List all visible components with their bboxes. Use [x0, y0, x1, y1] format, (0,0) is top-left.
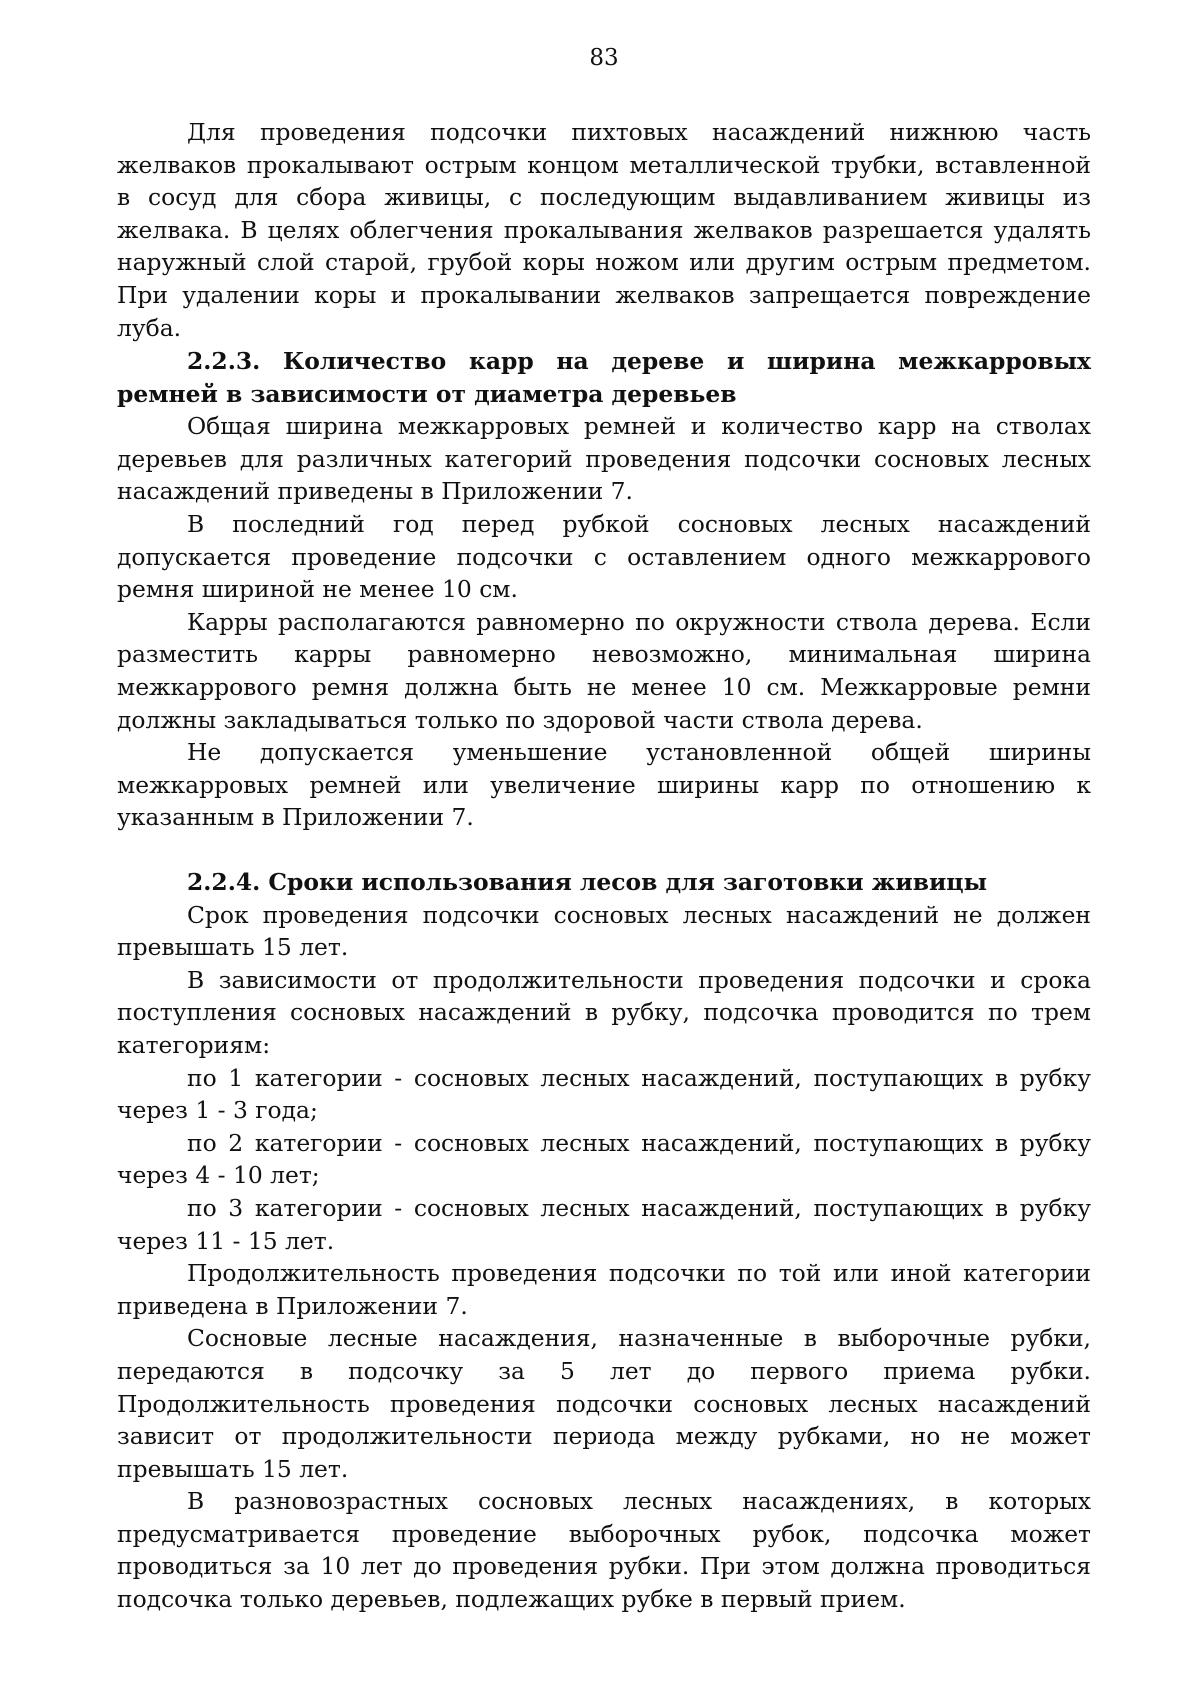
intro-section: [117, 116, 1091, 344]
paragraph: Продолжительность проведения подсочки по той или иной категории приведена в Приложении 7.: [117, 1259, 1091, 1320]
paragraph: В последний год перед рубкой сосновых лесных насаждений допускается проведение подсочки с оставлением одного межкаррового ремня шириной не менее 10 см.: [117, 509, 1091, 604]
section-heading: 2.2.4. Сроки использования лесов для заготовки живицы: [187, 868, 988, 896]
paragraph: Срок проведения подсочки сосновых лесных насаждений не должен превышать 15 лет.: [117, 900, 1091, 962]
paragraph: Карры располагаются равномерно по окружности ствола дерева. Если разместить карры равномерно невозможно, минимальная ширина межкаррового ремня должна быть не менее 10 см. Межкарровые ремни должны закладываться только по здоровой части ствола дерева.: [117, 607, 1091, 734]
paragraph: В разновозрастных сосновых лесных насаждениях, в которых предусматривается проведение выборочных рубок, подсочка может проводиться за 10 лет до проведения рубки. При этом должна проводиться подсочка только деревьев, подлежащих рубке в первый прием.: [117, 1487, 1091, 1614]
document-page: [117, 0, 1091, 1698]
section-2-2-4: [117, 866, 1091, 1616]
paragraph: по 2 категории - сосновых лесных насаждений, поступающих в рубку через 4 - 10 лет;: [117, 1128, 1091, 1190]
paragraph: В зависимости от продолжительности проведения подсочки и срока поступления сосновых насаждений в рубку, подсочка проводится по трем категориям:: [117, 965, 1091, 1059]
paragraph: Не допускается уменьшение установленной общей ширины межкарровых ремней или увеличение ширины карр по отношению к указанным в Приложении 7.: [117, 738, 1091, 832]
section-2-2-3: [117, 345, 1091, 834]
paragraph: Для проведения подсочки пихтовых насаждений нижнюю часть желваков прокалывают острым концом металлической трубки, вставленной в сосуд для сбора живицы, с последующим выдавливанием живицы из желвака. В целях облегчения прокалывания желваков разрешается удалять наружный слой старой, грубой коры ножом или другим острым предметом. При удалении коры и прокалывании желваков запрещается повреждение луба.: [117, 118, 1091, 342]
page-number: 83: [589, 45, 619, 71]
paragraph: по 1 категории - сосновых лесных насаждений, поступающих в рубку через 1 - 3 года;: [117, 1063, 1091, 1125]
paragraph: по 3 категории - сосновых лесных насаждений, поступающих в рубку через 11 - 15 лет.: [117, 1193, 1091, 1255]
paragraph: Сосновые лесные насаждения, назначенные в выборочные рубки, передаются в подсочку за 5 лет до первого приема рубки. Продолжительность проведения подсочки сосновых лесных насаждений зависит от продолжительности периода между рубками, но не может превышать 15 лет.: [117, 1324, 1091, 1483]
section-heading: 2.2.3. Количество карр на дереве и ширина межкарровых ремней в зависимости от диаметра деревьев: [117, 347, 1091, 408]
paragraph: Общая ширина межкарровых ремней и количество карр на стволах деревьев для различных категорий проведения подсочки сосновых лесных насаждений приведены в Приложении 7.: [117, 412, 1091, 506]
